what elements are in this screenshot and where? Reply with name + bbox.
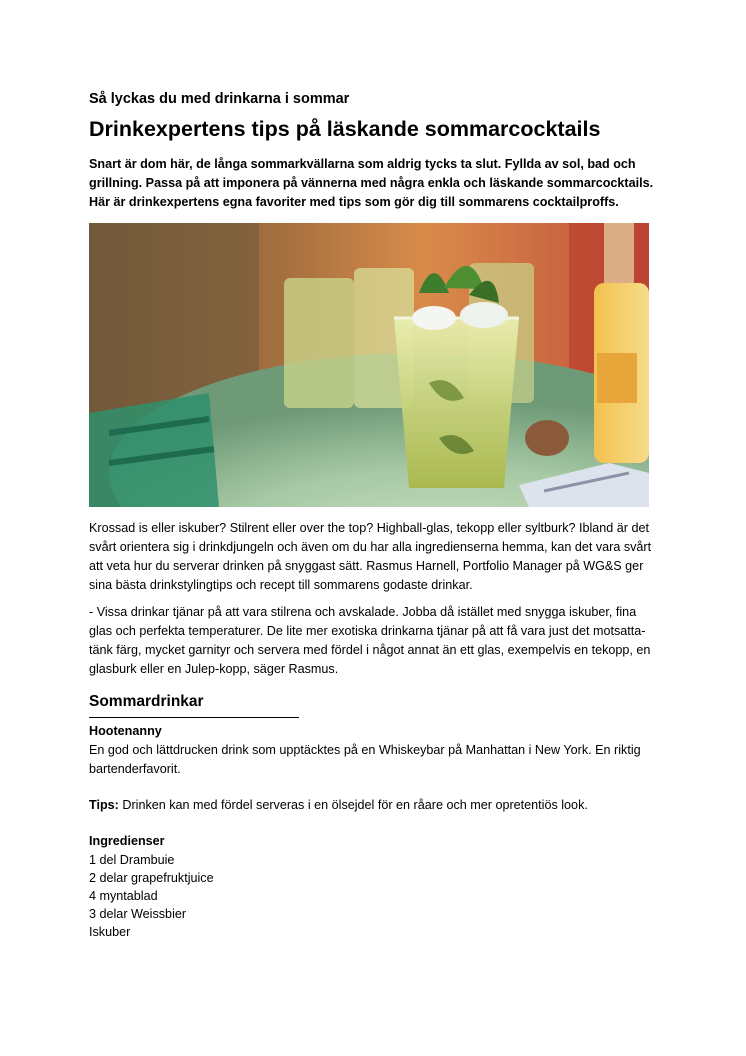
article-title: Drinkexpertens tips på läskande sommarcocktails bbox=[89, 117, 601, 141]
article-intro: Krossad is eller iskuber? Stilrent eller over the top? Highball-glas, tekopp eller syltburk? Ibland är det svårt orientera sig i drinkdjungeln och även om du har alla ingredienserna hemma, kan det vara svårt att veta hur du serverar drinken på snyggast sätt. Rasmus Harnell, Portfolio Manager på WG&S ger sina bästa drinkstylingtips och recept till sommarens godaste drinkar. bbox=[89, 521, 652, 592]
section-divider bbox=[89, 717, 299, 718]
tips-text: Drinken kan med fördel serveras i en ölsejdel för en råare och mer opretentiös look. bbox=[118, 798, 588, 812]
article-lead: Snart är dom här, de långa sommarkvällarna som aldrig tycks ta slut. Fyllda av sol, bad och grillning. Passa på att imponera på vännerna med några enkla och läskande sommarcocktails. Här är drinkexpertens egna favoriter med tips som gör dig till sommarens cocktailproffs. bbox=[89, 157, 654, 209]
cocktail-photo bbox=[89, 223, 649, 507]
drink-name: Hootenanny bbox=[89, 724, 162, 738]
section-title: Sommardrinkar bbox=[89, 693, 204, 710]
ingredients-list bbox=[89, 851, 657, 941]
article-kicker: Så lyckas du med drinkarna i sommar bbox=[89, 91, 350, 107]
ingredient-item: Iskuber bbox=[89, 925, 131, 939]
drink-description: En god och lättdrucken drink som upptäcktes på en Whiskeybar på Manhattan i New York. En riktig bartenderfavorit. bbox=[89, 743, 641, 776]
tips-label: Tips: bbox=[89, 798, 119, 812]
drink-tips bbox=[89, 796, 657, 815]
ingredient-item: 1 del Drambuie bbox=[89, 853, 175, 867]
ingredient-item: 4 myntablad bbox=[89, 889, 158, 903]
ingredient-item: 2 delar grapefruktjuice bbox=[89, 871, 214, 885]
ingredient-item: 3 delar Weissbier bbox=[89, 907, 187, 921]
article-quote: - Vissa drinkar tjänar på att vara stilrena och avskalade. Jobba då istället med snygga iskuber, fina glas och perfekta temperaturer. De lite mer exotiska drinkarna tjänar på att få vara just det motsatta-tänk färg, mycket garnityr och servera med fördel i något annat än ett glas, exempelvis en tekopp, en glasburk eller en Julep-kopp, säger Rasmus. bbox=[89, 605, 651, 676]
ingredients-heading: Ingredienser bbox=[89, 834, 165, 848]
article bbox=[89, 90, 657, 941]
